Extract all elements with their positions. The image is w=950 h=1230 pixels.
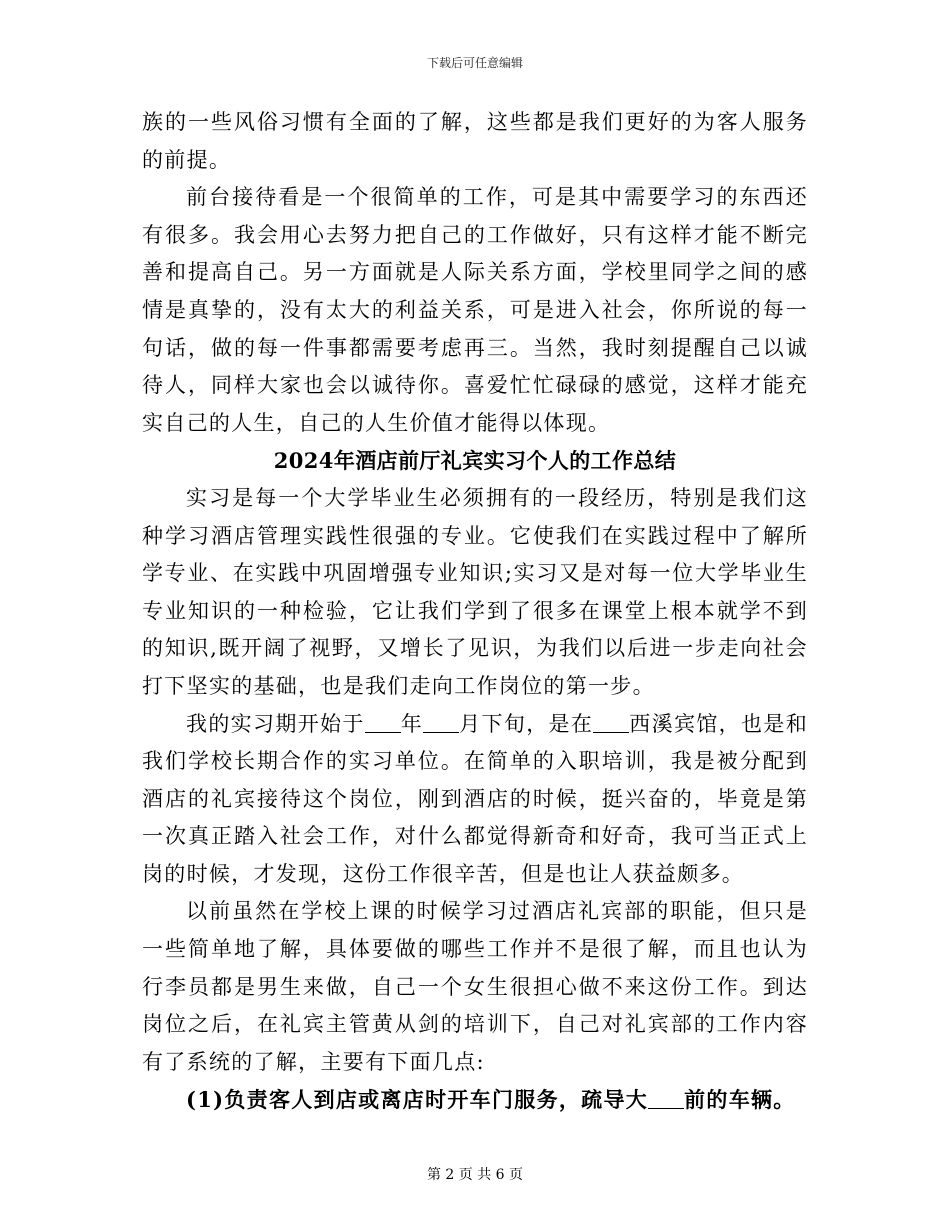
blank-lobby [648, 1090, 684, 1109]
section-title: 2024年酒店前厅礼宾实习个人的工作总结 [273, 448, 677, 474]
paragraph-internship-intro: 实习是每一个大学毕业生必须拥有的一段经历，特别是我们这种学习酒店管理实践性很强的专业。它使我们在实践过程中了解所学专业、在实践中巩固增强专业知识;实习又是对每一位大学毕业生专业知识的一种检验，它让我们学到了很多在课堂上根本就学不到的知识,既开阔了视野，又增长了见识，为我们以后进一步走向社会打下坚实的基础，也是我们走向工作岗位的第一步。 [142, 485, 808, 698]
blank-place [593, 714, 629, 733]
p4-text-b: 年 [400, 711, 424, 736]
list-item-1 [142, 1081, 808, 1119]
p4-text-a: 我的实习期开始于 [186, 711, 365, 736]
page-number: 第 2 页 共 6 页 [426, 1167, 524, 1183]
paragraph-front-desk: 前台接待看是一个很简单的工作，可是其中需要学习的东西还有很多。我会用心去努力把自己的工作做好，只有这样才能不断完善和提高自己。另一方面就是人际关系方面，学校里同学之间的感情是真挚的，没有太大的利益关系，可是进入社会，你所说的每一句话，做的每一件事都需要考虑再三。当然，我时刻提醒自己以诚待人，同样大家也会以诚待你。喜爱忙忙碌碌的感觉，这样才能充实自己的人生，自己的人生价值才能得以体现。 [142, 185, 808, 435]
blank-year [365, 714, 401, 733]
document-body [142, 104, 808, 1119]
paragraph-internship-start [142, 706, 808, 894]
item1-text-b: 前的车辆。 [684, 1087, 796, 1113]
blank-month [423, 714, 459, 733]
item1-text-a: (1)负责客人到店或离店时开车门服务，疏导大 [186, 1087, 649, 1113]
paragraph-continuation: 族的一些风俗习惯有全面的了解，这些都是我们更好的为客人服务的前提。 [142, 110, 808, 172]
paragraph-concierge-duties: 以前虽然在学校上课的时候学习过酒店礼宾部的职能，但只是一些简单地了解，具体要做的哪些工作并不是很了解，而且也认为行李员都是男生来做，自己一个女生很担心做不来这份工作。到达岗位之后，在礼宾主管黄从剑的培训下，自己对礼宾部的工作内容有了系统的了解，主要有下面几点: [142, 899, 808, 1074]
header-note: 下载后可任意编辑 [426, 56, 523, 70]
p4-text-d: 西溪宾馆，也是和我们学校长期合作的实习单位。在简单的入职培训，我是被分配到酒店的礼宾接待这个岗位，刚到酒店的时候，挺兴奋的，毕竟是第一次真正踏入社会工作，对什么都觉得新奇和好奇，我可当正式上岗的时候，才发现，这份工作很辛苦，但是也让人获益颇多。 [142, 711, 808, 886]
p4-text-c: 月下旬，是在 [459, 711, 594, 736]
